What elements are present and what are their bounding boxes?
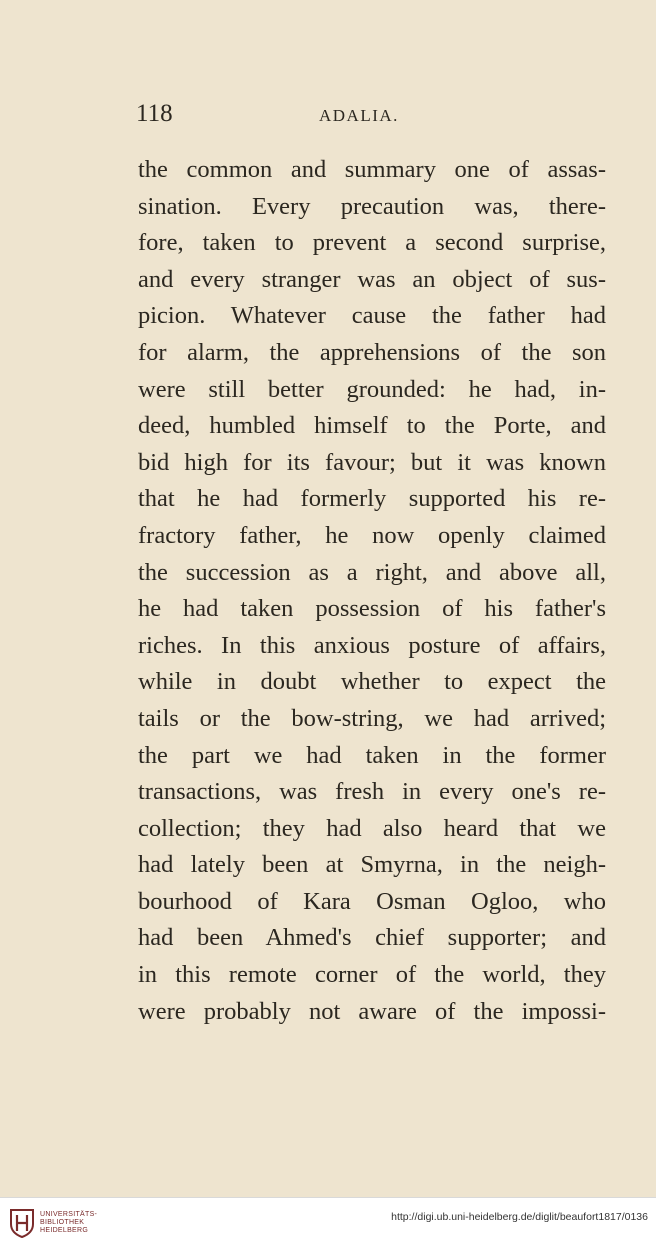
text-line: the succession as a right, and above all,	[138, 558, 606, 586]
library-name-line: HEIDELBERG	[40, 1227, 89, 1234]
heidelberg-library-logo-icon	[8, 1208, 36, 1238]
text-line: bourhood of Kara Osman Ogloo, who	[138, 887, 606, 915]
text-line: were probably not aware of the impossi-	[138, 997, 606, 1025]
text-line: fore, taken to prevent a second surprise,	[138, 229, 606, 257]
text-line: deed, humbled himself to the Porte, and	[138, 412, 606, 440]
text-line: had been Ahmed's chief supporter; and	[138, 924, 606, 952]
library-name-line: UNIVERSITÄTS-	[40, 1211, 98, 1218]
page-number: 118	[136, 100, 173, 127]
text-line: and every stranger was an object of sus-	[138, 265, 606, 293]
text-line: bid high for its favour; but it was known	[138, 448, 606, 476]
text-line: that he had formerly supported his re-	[138, 485, 606, 513]
text-line: sination. Every precaution was, there-	[138, 192, 606, 220]
text-line: the common and summary one of assas-	[138, 156, 606, 183]
page-header	[136, 100, 606, 134]
text-line: transactions, was fresh in every one's re-	[138, 778, 606, 806]
text-line: had lately been at Smyrna, in the neigh-	[138, 851, 606, 879]
text-line: while in doubt whether to expect the	[138, 668, 606, 696]
text-line: the part we had taken in the former	[138, 741, 606, 769]
text-line: were still better grounded: he had, in-	[138, 375, 606, 403]
text-line: he had taken possession of his father's	[138, 595, 606, 623]
body-text	[138, 152, 606, 1030]
running-head: ADALIA.	[319, 106, 399, 125]
library-name-line: BIBLIOTHEK	[40, 1219, 85, 1226]
text-line: fractory father, he now openly claimed	[138, 521, 606, 549]
text-line: tails or the bow-string, we had arrived;	[138, 704, 606, 732]
source-url-link[interactable]: http://digi.ub.uni-heidelberg.de/diglit/beaufort1817/0136	[391, 1211, 648, 1223]
text-line: picion. Whatever cause the father had	[138, 302, 606, 330]
text-line: in this remote corner of the world, they	[138, 961, 606, 989]
text-line: for alarm, the apprehensions of the son	[138, 338, 606, 366]
viewer-footer	[0, 1197, 656, 1250]
text-line: riches. In this anxious posture of affairs,	[138, 631, 606, 659]
library-name	[40, 1211, 97, 1235]
text-line: collection; they had also heard that we	[138, 814, 606, 842]
